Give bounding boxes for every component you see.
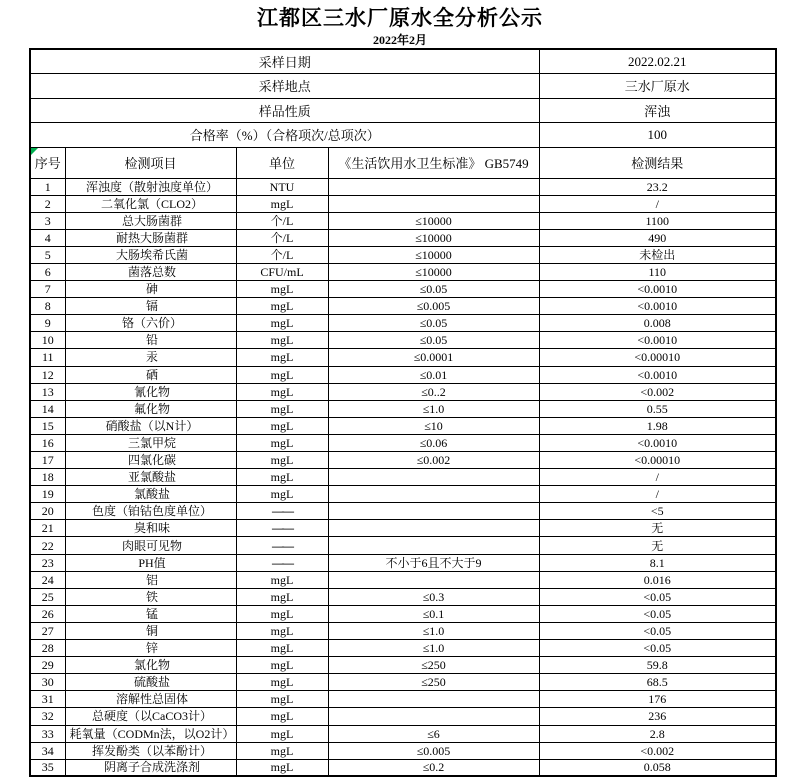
item-name: 铅 xyxy=(65,332,236,349)
unit: —— xyxy=(236,503,328,520)
row-number: 28 xyxy=(30,640,65,657)
result: 0.058 xyxy=(539,759,776,776)
report-month: 2022年2月 xyxy=(372,33,427,47)
table-row xyxy=(30,571,776,588)
header-standard: 《生活饮用水卫生标准》 GB5749 xyxy=(328,147,539,178)
info-label: 采样日期 xyxy=(30,49,539,74)
standard-limit: ≤1.0 xyxy=(328,400,539,417)
item-name: 氰化物 xyxy=(65,383,236,400)
unit: —— xyxy=(236,554,328,571)
row-number: 29 xyxy=(30,657,65,674)
row-number: 9 xyxy=(30,315,65,332)
result: <0.00010 xyxy=(539,349,776,366)
unit: NTU xyxy=(236,178,328,195)
item-name: 挥发酚类（以苯酚计） xyxy=(65,742,236,759)
item-name: 亚氯酸盐 xyxy=(65,469,236,486)
unit: mgL xyxy=(236,759,328,776)
unit: mgL xyxy=(236,469,328,486)
result: 68.5 xyxy=(539,674,776,691)
standard-limit: ≤10000 xyxy=(328,229,539,246)
table-row xyxy=(30,742,776,759)
unit: 个/L xyxy=(236,229,328,246)
table-row xyxy=(30,640,776,657)
table-row xyxy=(30,520,776,537)
table-row xyxy=(30,691,776,708)
standard-limit: ≤0.005 xyxy=(328,742,539,759)
result: <0.0010 xyxy=(539,434,776,451)
header-unit: 单位 xyxy=(236,147,328,178)
result: 176 xyxy=(539,691,776,708)
unit: mgL xyxy=(236,691,328,708)
unit: mgL xyxy=(236,383,328,400)
standard-limit: ≤0..2 xyxy=(328,383,539,400)
item-name: 四氯化碳 xyxy=(65,452,236,469)
column-header-row xyxy=(30,147,776,178)
result: 490 xyxy=(539,229,776,246)
item-name: 浑浊度（散射浊度单位） xyxy=(65,178,236,195)
result: 0.016 xyxy=(539,571,776,588)
row-number: 11 xyxy=(30,349,65,366)
table-row xyxy=(30,605,776,622)
item-name: 肉眼可见物 xyxy=(65,537,236,554)
standard-limit: ≤1.0 xyxy=(328,622,539,639)
item-name: 锰 xyxy=(65,605,236,622)
standard-limit: ≤250 xyxy=(328,674,539,691)
row-number: 8 xyxy=(30,298,65,315)
item-name: 铜 xyxy=(65,622,236,639)
standard-limit: ≤0.005 xyxy=(328,298,539,315)
row-number: 31 xyxy=(30,691,65,708)
result: <0.05 xyxy=(539,640,776,657)
unit: mgL xyxy=(236,349,328,366)
row-number: 27 xyxy=(30,622,65,639)
column-header-section xyxy=(30,147,776,178)
unit: mgL xyxy=(236,434,328,451)
standard-limit: ≤10000 xyxy=(328,246,539,263)
table-row xyxy=(30,469,776,486)
table-row xyxy=(30,452,776,469)
item-name: 铝 xyxy=(65,571,236,588)
item-name: 溶解性总固体 xyxy=(65,691,236,708)
unit: —— xyxy=(236,520,328,537)
unit: mgL xyxy=(236,195,328,212)
result: <0.0010 xyxy=(539,298,776,315)
table-row xyxy=(30,708,776,725)
standard-limit: ≤10 xyxy=(328,417,539,434)
table-row xyxy=(30,554,776,571)
standard-limit: ≤0.2 xyxy=(328,759,539,776)
item-name: 铬（六价） xyxy=(65,315,236,332)
standard-limit: ≤0.05 xyxy=(328,281,539,298)
table-row xyxy=(30,622,776,639)
unit: mgL xyxy=(236,588,328,605)
item-name: 硝酸盐（以N计） xyxy=(65,417,236,434)
item-name: 镉 xyxy=(65,298,236,315)
table-row xyxy=(30,281,776,298)
table-row xyxy=(30,434,776,451)
table-row xyxy=(30,298,776,315)
row-number: 2 xyxy=(30,195,65,212)
row-number: 19 xyxy=(30,486,65,503)
unit: mgL xyxy=(236,315,328,332)
table-row xyxy=(30,759,776,776)
row-number: 3 xyxy=(30,212,65,229)
unit: mgL xyxy=(236,486,328,503)
row-number: 17 xyxy=(30,452,65,469)
unit: 个/L xyxy=(236,212,328,229)
info-value: 100 xyxy=(539,123,776,148)
excel-corner-marker-icon xyxy=(31,148,38,155)
standard-limit: ≤0.3 xyxy=(328,588,539,605)
row-number: 12 xyxy=(30,366,65,383)
row-number: 7 xyxy=(30,281,65,298)
standard-limit: ≤1.0 xyxy=(328,640,539,657)
standard-limit: ≤0.01 xyxy=(328,366,539,383)
unit: mgL xyxy=(236,725,328,742)
standard-limit: ≤0.002 xyxy=(328,452,539,469)
unit: CFU/mL xyxy=(236,263,328,280)
result: <0.002 xyxy=(539,742,776,759)
result: 无 xyxy=(539,537,776,554)
unit: mgL xyxy=(236,452,328,469)
row-number: 26 xyxy=(30,605,65,622)
row-number: 20 xyxy=(30,503,65,520)
standard-limit: ≤6 xyxy=(328,725,539,742)
standard-limit xyxy=(328,469,539,486)
unit: mgL xyxy=(236,281,328,298)
standard-limit xyxy=(328,571,539,588)
info-row xyxy=(30,49,776,74)
table-row xyxy=(30,366,776,383)
result: 23.2 xyxy=(539,178,776,195)
info-row xyxy=(30,123,776,148)
info-label: 合格率（%）（合格项次/总项次） xyxy=(30,123,539,148)
result: 59.8 xyxy=(539,657,776,674)
table-row xyxy=(30,383,776,400)
item-name: PH值 xyxy=(65,554,236,571)
table-row xyxy=(30,212,776,229)
sample-info-section xyxy=(30,49,776,147)
row-number: 5 xyxy=(30,246,65,263)
item-name: 硫酸盐 xyxy=(65,674,236,691)
item-name: 硒 xyxy=(65,366,236,383)
item-name: 耗氧量（CODMn法，以O2计） xyxy=(65,725,236,742)
row-number: 14 xyxy=(30,400,65,417)
row-number: 33 xyxy=(30,725,65,742)
unit: mgL xyxy=(236,708,328,725)
table-row xyxy=(30,229,776,246)
header-item: 检测项目 xyxy=(65,147,236,178)
item-name: 铁 xyxy=(65,588,236,605)
table-row xyxy=(30,315,776,332)
info-value: 三水厂原水 xyxy=(539,74,776,99)
item-name: 大肠埃希氏菌 xyxy=(65,246,236,263)
result: <0.05 xyxy=(539,588,776,605)
header-result: 检测结果 xyxy=(539,147,776,178)
standard-limit: 不小于6且不大于9 xyxy=(328,554,539,571)
table-row xyxy=(30,486,776,503)
standard-limit xyxy=(328,708,539,725)
standard-limit: ≤0.05 xyxy=(328,332,539,349)
standard-limit xyxy=(328,520,539,537)
info-value: 浑浊 xyxy=(539,98,776,123)
result: 0.008 xyxy=(539,315,776,332)
standard-limit xyxy=(328,195,539,212)
item-name: 色度（铂钴色度单位） xyxy=(65,503,236,520)
standard-limit xyxy=(328,691,539,708)
result: <0.002 xyxy=(539,383,776,400)
row-number: 18 xyxy=(30,469,65,486)
row-number: 25 xyxy=(30,588,65,605)
item-name: 氯酸盐 xyxy=(65,486,236,503)
result: / xyxy=(539,469,776,486)
table-row xyxy=(30,332,776,349)
result: 110 xyxy=(539,263,776,280)
result: <0.0010 xyxy=(539,281,776,298)
analysis-table xyxy=(29,48,777,777)
row-number: 15 xyxy=(30,417,65,434)
info-row xyxy=(30,98,776,123)
table-row xyxy=(30,195,776,212)
table-row xyxy=(30,417,776,434)
standard-limit xyxy=(328,486,539,503)
table-row xyxy=(30,537,776,554)
table-row xyxy=(30,674,776,691)
unit: mgL xyxy=(236,298,328,315)
item-name: 臭和味 xyxy=(65,520,236,537)
row-number: 22 xyxy=(30,537,65,554)
unit: mgL xyxy=(236,571,328,588)
item-name: 三氯甲烷 xyxy=(65,434,236,451)
table-row xyxy=(30,178,776,195)
standard-limit xyxy=(328,178,539,195)
item-name: 锌 xyxy=(65,640,236,657)
result: / xyxy=(539,195,776,212)
item-name: 耐热大肠菌群 xyxy=(65,229,236,246)
unit: mgL xyxy=(236,622,328,639)
result: <0.0010 xyxy=(539,332,776,349)
result: / xyxy=(539,486,776,503)
result: 1.98 xyxy=(539,417,776,434)
info-label: 样品性质 xyxy=(30,98,539,123)
result: 8.1 xyxy=(539,554,776,571)
header-seq-label: 序号 xyxy=(34,156,61,171)
table-row xyxy=(30,400,776,417)
standard-limit: ≤0.06 xyxy=(328,434,539,451)
table-row xyxy=(30,725,776,742)
unit: mgL xyxy=(236,742,328,759)
result: 1100 xyxy=(539,212,776,229)
header-seq xyxy=(30,147,65,178)
unit: mgL xyxy=(236,674,328,691)
table-row xyxy=(30,246,776,263)
standard-limit: ≤0.1 xyxy=(328,605,539,622)
results-section xyxy=(30,178,776,776)
result: <5 xyxy=(539,503,776,520)
standard-limit: ≤10000 xyxy=(328,212,539,229)
table-row xyxy=(30,263,776,280)
table-row xyxy=(30,588,776,605)
unit: mgL xyxy=(236,640,328,657)
item-name: 总硬度（以CaCO3计） xyxy=(65,708,236,725)
result: <0.05 xyxy=(539,622,776,639)
standard-limit xyxy=(328,503,539,520)
info-row xyxy=(30,74,776,99)
result: <0.0010 xyxy=(539,366,776,383)
unit: mgL xyxy=(236,605,328,622)
item-name: 汞 xyxy=(65,349,236,366)
standard-limit: ≤0.05 xyxy=(328,315,539,332)
row-number: 1 xyxy=(30,178,65,195)
row-number: 21 xyxy=(30,520,65,537)
row-number: 13 xyxy=(30,383,65,400)
result: <0.05 xyxy=(539,605,776,622)
unit: mgL xyxy=(236,366,328,383)
row-number: 24 xyxy=(30,571,65,588)
row-number: 35 xyxy=(30,759,65,776)
item-name: 氯化物 xyxy=(65,657,236,674)
table-row xyxy=(30,503,776,520)
result: 2.8 xyxy=(539,725,776,742)
item-name: 砷 xyxy=(65,281,236,298)
info-value: 2022.02.21 xyxy=(539,49,776,74)
item-name: 氟化物 xyxy=(65,400,236,417)
standard-limit: ≤0.0001 xyxy=(328,349,539,366)
standard-limit: ≤10000 xyxy=(328,263,539,280)
page-title: 江都区三水厂原水全分析公示 xyxy=(257,6,543,30)
info-label: 采样地点 xyxy=(30,74,539,99)
standard-limit xyxy=(328,537,539,554)
result: 236 xyxy=(539,708,776,725)
item-name: 二氧化氯（CLO2） xyxy=(65,195,236,212)
row-number: 6 xyxy=(30,263,65,280)
unit: mgL xyxy=(236,400,328,417)
row-number: 4 xyxy=(30,229,65,246)
unit: mgL xyxy=(236,657,328,674)
table-row xyxy=(30,349,776,366)
result: 无 xyxy=(539,520,776,537)
row-number: 34 xyxy=(30,742,65,759)
item-name: 总大肠菌群 xyxy=(65,212,236,229)
row-number: 32 xyxy=(30,708,65,725)
table-row xyxy=(30,657,776,674)
result: 未检出 xyxy=(539,246,776,263)
unit: 个/L xyxy=(236,246,328,263)
unit: mgL xyxy=(236,417,328,434)
result: 0.55 xyxy=(539,400,776,417)
result: <0.00010 xyxy=(539,452,776,469)
unit: mgL xyxy=(236,332,328,349)
item-name: 阴离子合成洗涤剂 xyxy=(65,759,236,776)
row-number: 23 xyxy=(30,554,65,571)
row-number: 30 xyxy=(30,674,65,691)
standard-limit: ≤250 xyxy=(328,657,539,674)
row-number: 10 xyxy=(30,332,65,349)
item-name: 菌落总数 xyxy=(65,263,236,280)
row-number: 16 xyxy=(30,434,65,451)
unit: —— xyxy=(236,537,328,554)
